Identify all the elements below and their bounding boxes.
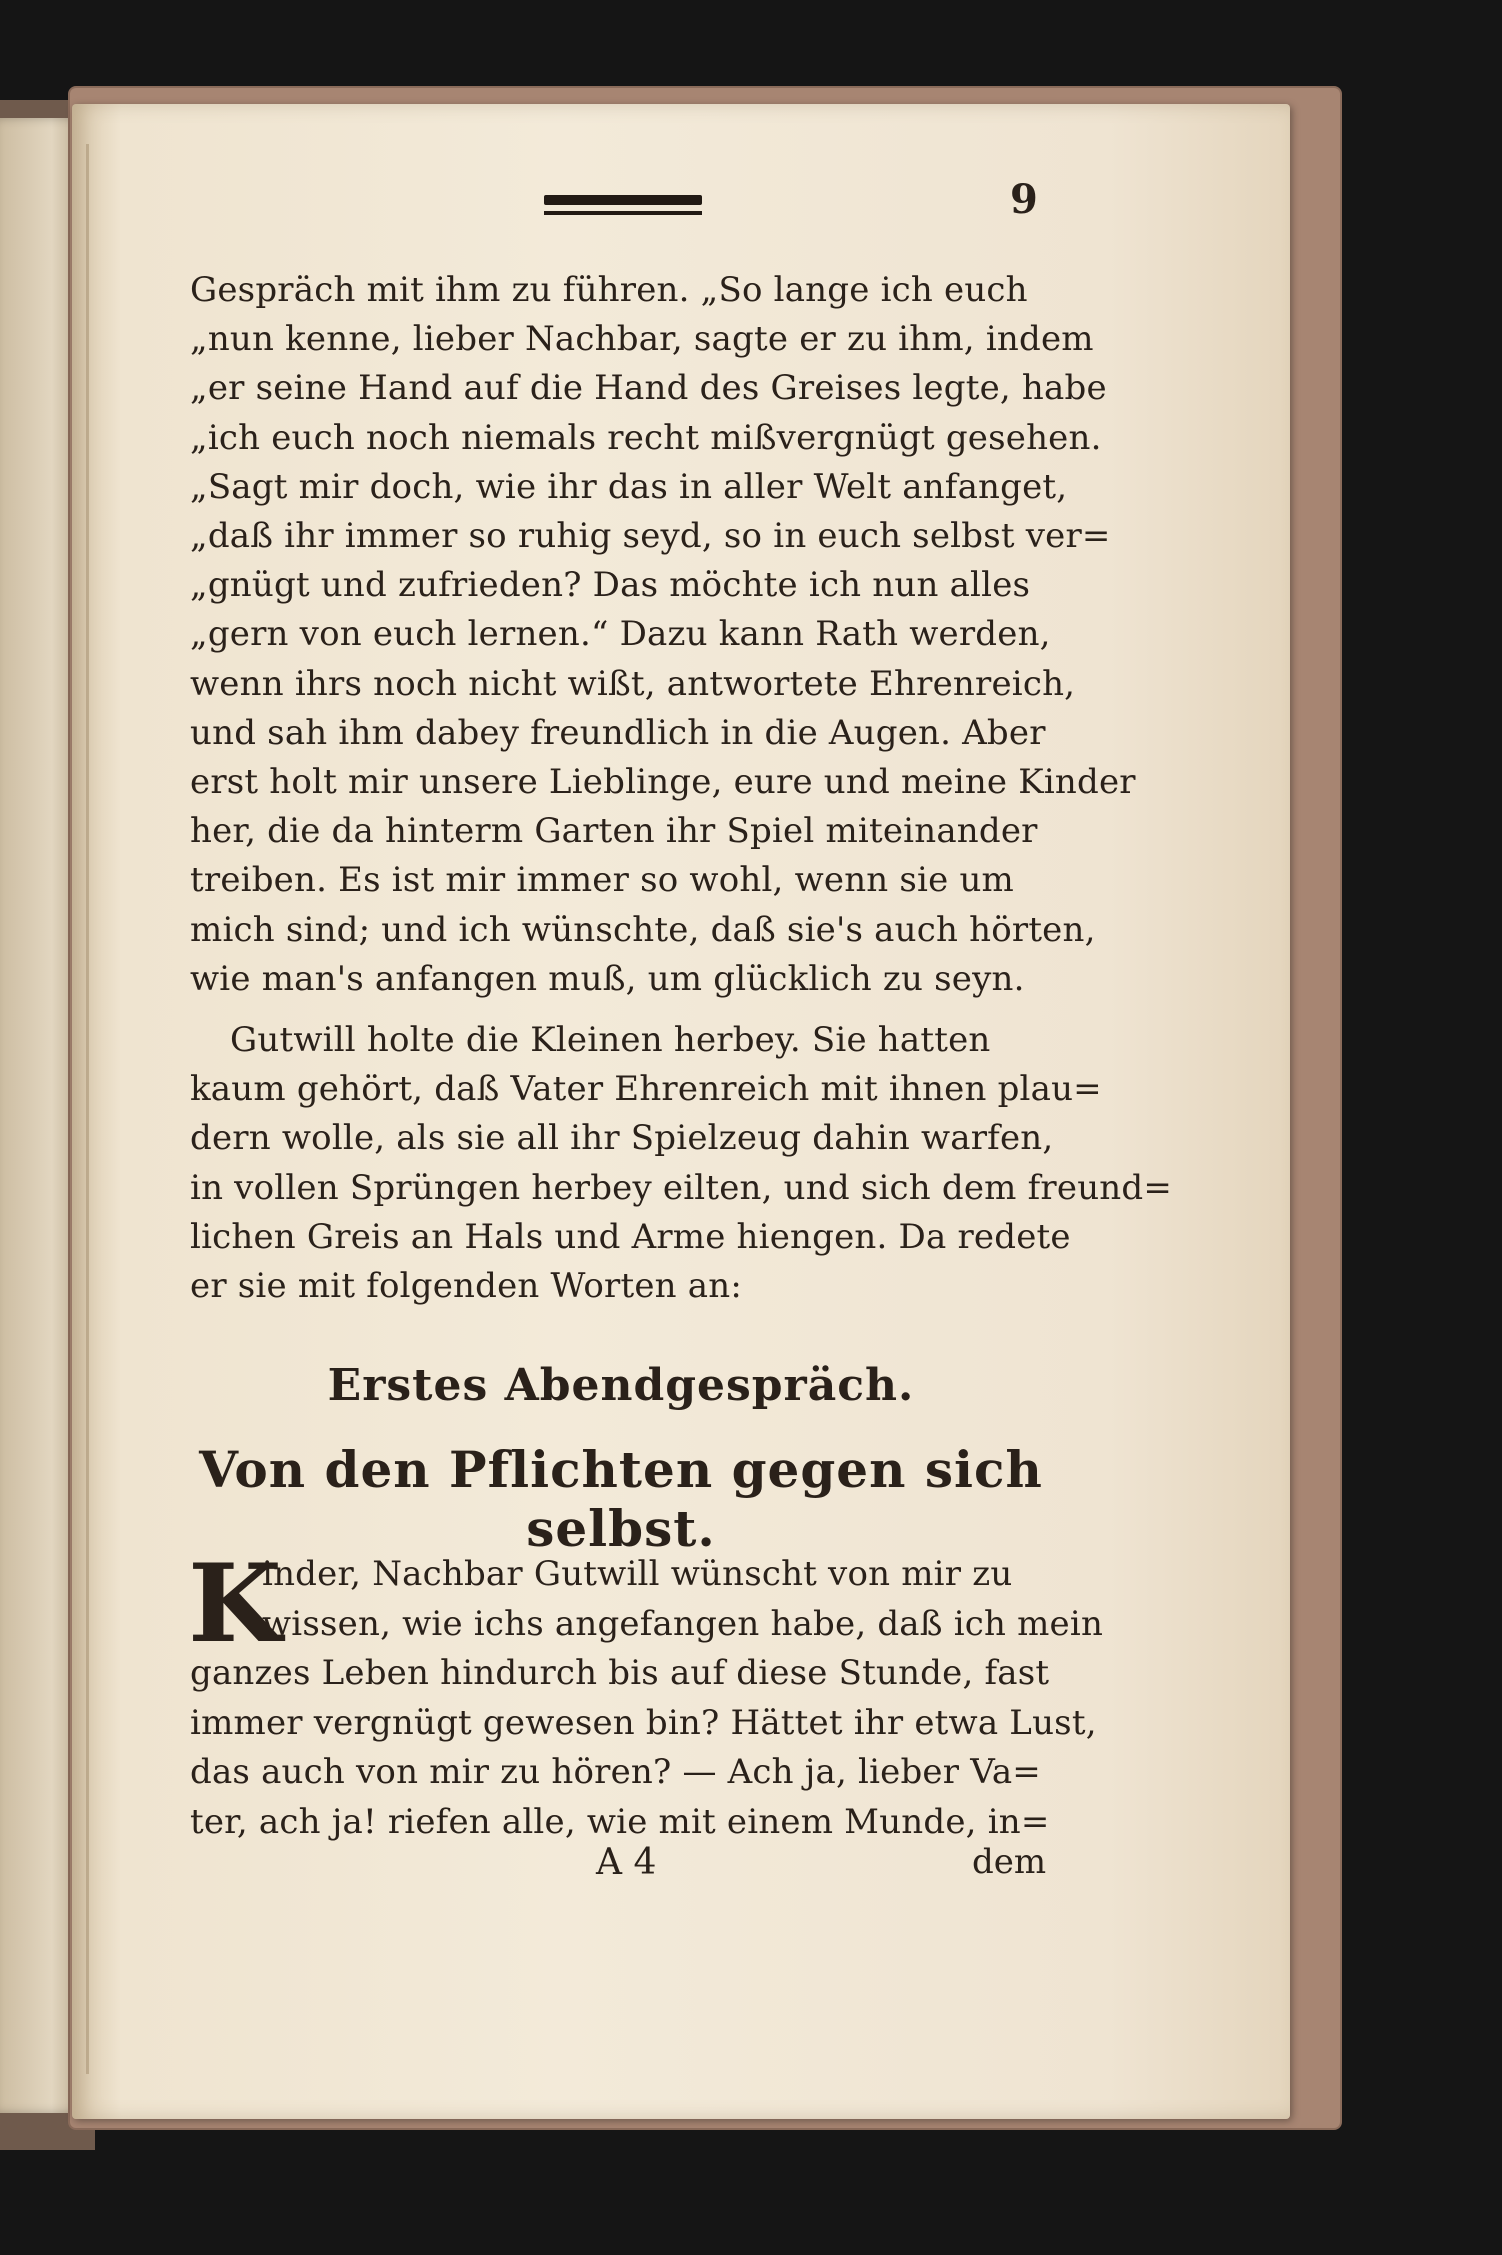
text-line: mich sind; und ich wünschte, daß sie's auch hörten, [190, 909, 1096, 950]
text-line: wissen, wie ichs angefangen habe, daß ich mein [262, 1603, 1104, 1644]
text-line: und sah ihm dabey freundlich in die Augen. Aber [190, 712, 1046, 753]
text-line: dern wolle, als sie all ihr Spielzeug dahin warfen, [190, 1118, 1054, 1159]
drop-capital: K [188, 1541, 282, 1667]
gutter-shadow [86, 144, 89, 2074]
text-line: inder, Nachbar Gutwill wünscht von mir zu [262, 1554, 1013, 1594]
text-line: kaum gehört, daß Vater Ehrenreich mit ihnen plau= [190, 1069, 1102, 1110]
text-line: erst holt mir unsere Lieblinge, eure und meine Kinder [190, 762, 1136, 802]
text-line: „gnügt und zufrieden? Das möchte ich nun alles [190, 565, 1031, 606]
text-line: „er seine Hand auf die Hand des Greises legte, habe [190, 368, 1107, 409]
text-line: „ich euch noch niemals recht mißvergnügt gesehen. [190, 417, 1102, 458]
text-line: in vollen Sprüngen herbey eilten, und sich dem freund= [190, 1167, 1173, 1208]
text-line: „daß ihr immer so ruhig seyd, so in euch selbst ver= [190, 516, 1111, 556]
text-line: Gutwill holte die Kleinen herbey. Sie hatten [230, 1020, 991, 1060]
section-title: Erstes Abendgespräch. [327, 1360, 915, 1411]
text-line: wenn ihrs noch nicht wißt, antwortete Ehrenreich, [190, 663, 1076, 704]
text-line: her, die da hinterm Garten ihr Spiel miteinander [190, 811, 1038, 852]
text-line: lichen Greis an Hals und Arme hiengen. Da redete [190, 1216, 1071, 1257]
section-subtitle: Von den Pflichten gegen sich selbst. [199, 1440, 1043, 1558]
text-line: er sie mit folgenden Worten an: [190, 1266, 742, 1306]
text-line: „Sagt mir doch, wie ihr das in aller Welt anfanget, [190, 466, 1068, 507]
text-line: ganzes Leben hindurch bis auf diese Stunde, fast [190, 1653, 1050, 1693]
text-line: treiben. Es ist mir immer so wohl, wenn sie um [190, 860, 1014, 901]
page-number: 9 [1010, 176, 1038, 223]
text-line: „gern von euch lernen.“ Dazu kann Rath werden, [190, 614, 1051, 655]
text-line: immer vergnügt gewesen bin? Hättet ihr etwa Lust, [190, 1702, 1097, 1743]
text-line: Gespräch mit ihm zu führen. „So lange ich euch [190, 270, 1028, 310]
text-line: wie man's anfangen muß, um glücklich zu seyn. [190, 958, 1025, 999]
text-line: ter, ach ja! riefen alle, wie mit einem Munde, in= [190, 1801, 1050, 1842]
header-ornament [544, 195, 702, 219]
signature-mark: A 4 [596, 1842, 657, 1883]
text-line: „nun kenne, lieber Nachbar, sagte er zu ihm, indem [190, 319, 1094, 360]
catchword: dem [972, 1842, 1047, 1882]
text-line: das auch von mir zu hören? — Ach ja, lieber Va= [190, 1752, 1041, 1792]
